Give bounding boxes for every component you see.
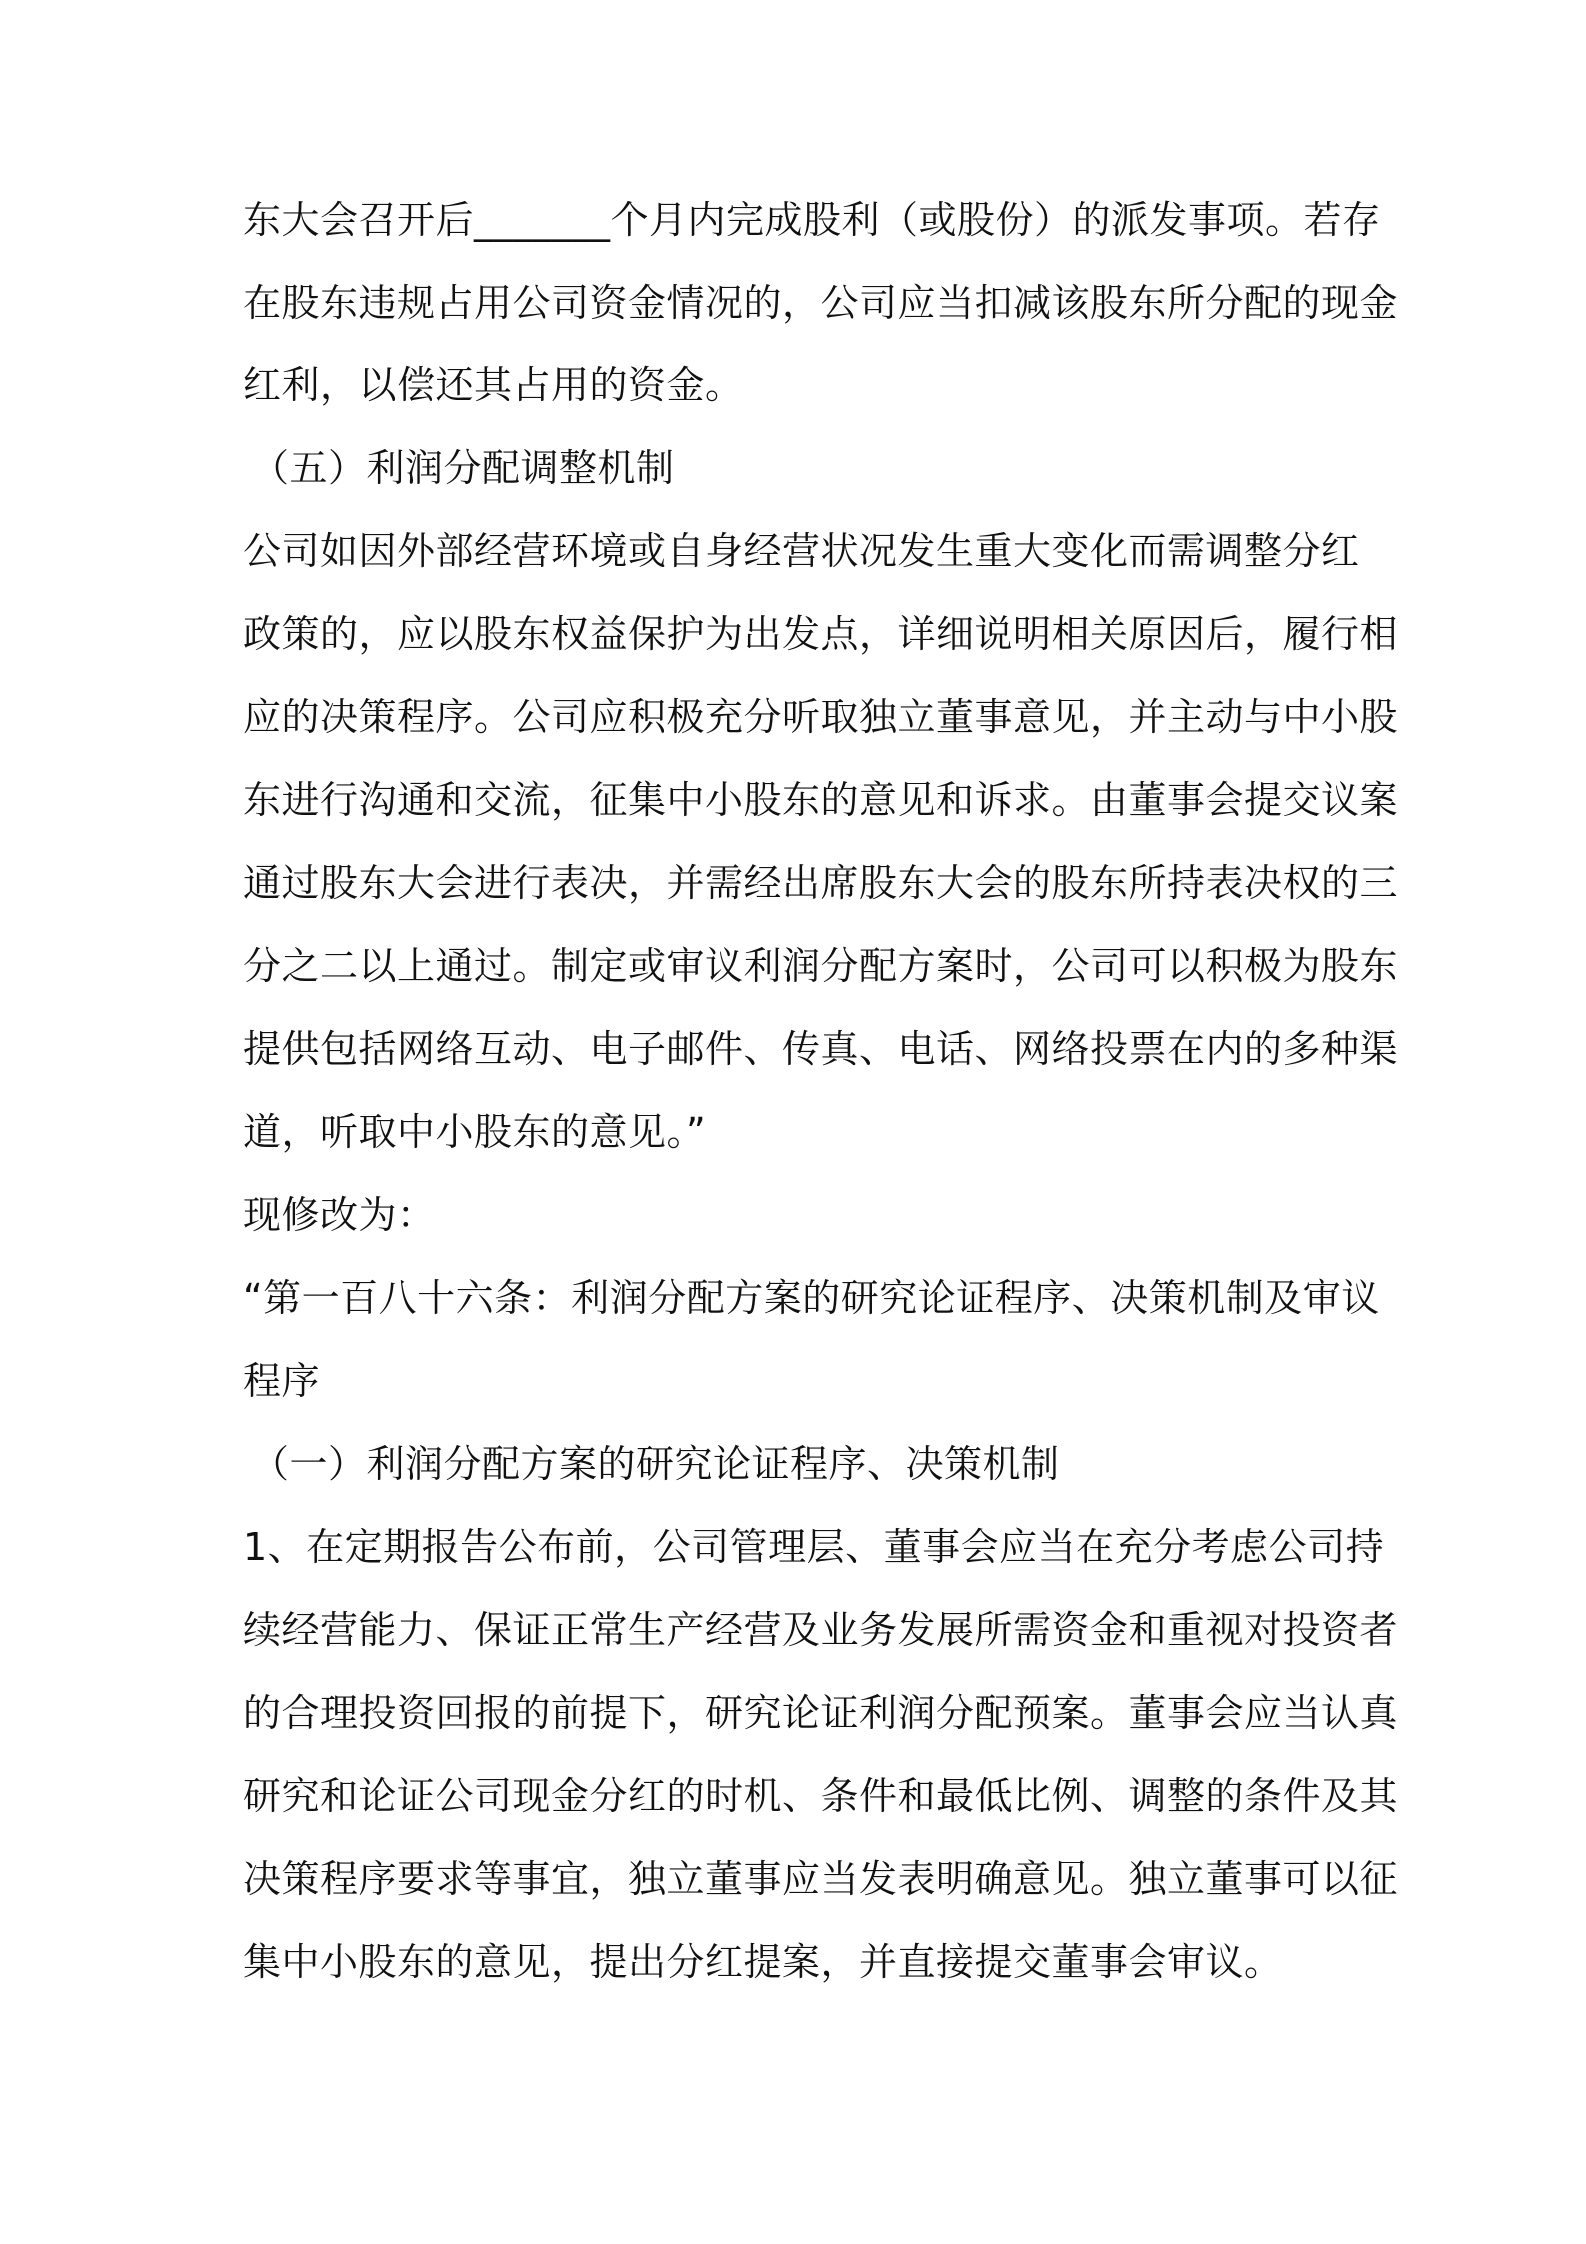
paragraph-line: 决策程序要求等事宜，独立董事应当发表明确意见。独立董事可以征 bbox=[243, 1857, 1399, 1901]
paragraph-line: 研究和论证公司现金分红的时机、条件和最低比例、调整的条件及其 bbox=[243, 1774, 1399, 1818]
paragraph-line: 集中小股东的意见，提出分红提案，并直接提交董事会审议。 bbox=[243, 1940, 1283, 1984]
paragraph-line: 提供包括网络互动、电子邮件、传真、电话、网络投票在内的多种渠 bbox=[243, 1027, 1399, 1071]
paragraph-line: 东大会召开后_______个月内完成股利（或股份）的派发事项。若存 bbox=[243, 198, 1381, 242]
article-title-line: “第一百八十六条：利润分配方案的研究论证程序、决策机制及审议 bbox=[243, 1276, 1380, 1320]
paragraph-line: 应的决策程序。公司应积极充分听取独立董事意见，并主动与中小股 bbox=[243, 695, 1399, 739]
article-title-line: 程序 bbox=[243, 1359, 321, 1403]
section-heading: （一）利润分配方案的研究论证程序、决策机制 bbox=[251, 1442, 1060, 1486]
paragraph-line: 续经营能力、保证正常生产经营及业务发展所需资金和重视对投资者 bbox=[243, 1608, 1399, 1652]
paragraph-line: 通过股东大会进行表决，并需经出席股东大会的股东所持表决权的三 bbox=[243, 861, 1399, 905]
paragraph-line: 现修改为： bbox=[243, 1193, 436, 1237]
paragraph-line: 红利，以偿还其占用的资金。 bbox=[243, 363, 744, 407]
paragraph-line: 的合理投资回报的前提下，研究论证利润分配预案。董事会应当认真 bbox=[243, 1691, 1399, 1735]
section-heading: （五）利润分配调整机制 bbox=[251, 446, 675, 490]
paragraph-line: 在股东违规占用公司资金情况的，公司应当扣减该股东所分配的现金 bbox=[243, 281, 1399, 325]
paragraph-line: 道，听取中小股东的意见。” bbox=[243, 1110, 707, 1154]
paragraph-line: 1、在定期报告公布前，公司管理层、董事会应当在充分考虑公司持 bbox=[243, 1525, 1385, 1569]
paragraph-line: 公司如因外部经营环境或自身经营状况发生重大变化而需调整分红 bbox=[243, 529, 1360, 573]
paragraph-line: 分之二以上通过。制定或审议利润分配方案时，公司可以积极为股东 bbox=[243, 944, 1399, 988]
paragraph-line: 东进行沟通和交流，征集中小股东的意见和诉求。由董事会提交议案 bbox=[243, 778, 1399, 822]
paragraph-line: 政策的，应以股东权益保护为出发点，详细说明相关原因后，履行相 bbox=[243, 612, 1399, 656]
